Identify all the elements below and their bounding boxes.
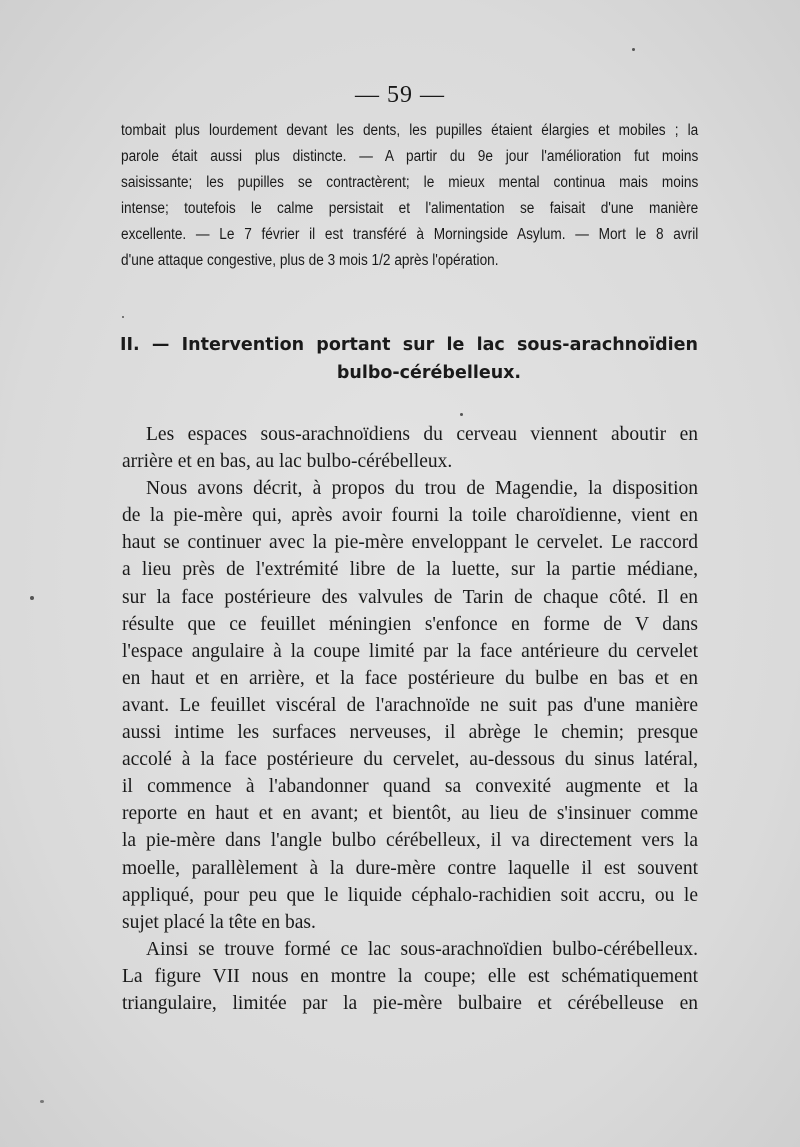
text-line: parole était aussi plus distincte. — A partir du 9e jour l'amélioration fut moins: [121, 148, 699, 165]
text-line: intense; toutefois le calme persistait et l'alimentation se faisait d'une manière: [121, 200, 699, 217]
paragraph-line: Les espaces sous-arachnoïdiens du cerveau viennent aboutir en: [146, 424, 698, 445]
paragraph-line: moelle, parallèlement à la dure-mère contre laquelle il est souvent: [122, 857, 698, 879]
section-heading-line: II. — Intervention portant sur le lac sous-arachnoïdien: [120, 335, 698, 355]
scan-speck: [122, 316, 124, 318]
scan-speck: [40, 1100, 44, 1103]
paragraph-line: triangulaire, limitée par la pie-mère bulbaire et cérébelleuse en: [122, 992, 698, 1014]
paragraph-line: résulte que ce feuillet méningien s'enfonce en forme de V dans: [122, 613, 698, 635]
text-line: tombait plus lourdement devant les dents, les pupilles étaient élargies et mobiles ; la: [121, 122, 699, 139]
body-text: [122, 421, 698, 1017]
paragraph-line: La figure VII nous en montre la coupe; elle est schématiquement: [122, 965, 698, 987]
scan-speck: [632, 48, 635, 51]
paragraph-line: sur la face postérieure des valvules de Tarin de chaque côté. Il en: [122, 586, 698, 608]
paragraph-line: avant. Le feuillet viscéral de l'arachnoïde ne suit pas d'une manière: [122, 694, 698, 716]
section-heading: [120, 331, 698, 387]
paragraph-line: l'espace angulaire à la coupe limité par la face antérieure du cervelet: [122, 640, 698, 662]
paragraph-line: accolé à la face postérieure du cervelet, au-dessous du sinus latéral,: [122, 749, 698, 771]
paragraph-line: la pie-mère dans l'angle bulbo cérébelleux, il va directement vers la: [122, 830, 698, 852]
paragraph-line: Ainsi se trouve formé ce lac sous-arachnoïdien bulbo-cérébelleux.: [146, 938, 698, 960]
paragraph-line: reporte en haut et en avant; et bientôt, au lieu de s'insinuer comme: [122, 803, 698, 825]
previous-case-paragraph: [121, 118, 698, 274]
paragraph-line: arrière et en bas, au lac bulbo-cérébelleux.: [122, 451, 453, 473]
paragraph-line: Nous avons décrit, à propos du trou de Magendie, la disposition: [146, 478, 698, 500]
text-line: d'une attaque congestive, plus de 3 mois 1/2 après l'opération.: [121, 252, 499, 269]
paragraph-line: aussi intime les surfaces nerveuses, il abrège le chemin; presque: [122, 722, 698, 744]
paragraph-line: de la pie-mère qui, après avoir fourni la toile charoïdienne, vient en: [122, 505, 698, 527]
paragraph-line: il commence à l'abandonner quand sa convexité augmente et la: [122, 776, 698, 798]
scan-speck: [460, 413, 463, 416]
paragraph-line: appliqué, pour peu que le liquide céphalo-rachidien soit accru, ou le: [122, 884, 698, 906]
paragraph-line: en haut et en arrière, et la face postérieure du bulbe en bas et en: [122, 667, 698, 689]
text-line: excellente. — Le 7 février il est transféré à Morningside Asylum. — Mort le 8 avril: [121, 226, 699, 243]
paragraph-line: a lieu près de l'extrémité libre de la luette, sur la partie médiane,: [122, 559, 698, 581]
scan-speck: [30, 596, 34, 600]
paragraph-line: haut se continuer avec la pie-mère enveloppant le cervelet. Le raccord: [122, 532, 698, 554]
section-heading-line: bulbo-cérébelleux.: [336, 363, 522, 383]
page-number: — 59 —: [355, 82, 445, 108]
paragraph-line: sujet placé la tête en bas.: [122, 911, 316, 933]
text-line: saisissante; les pupilles se contractèrent; le mieux mental continua mais moins: [121, 174, 699, 191]
